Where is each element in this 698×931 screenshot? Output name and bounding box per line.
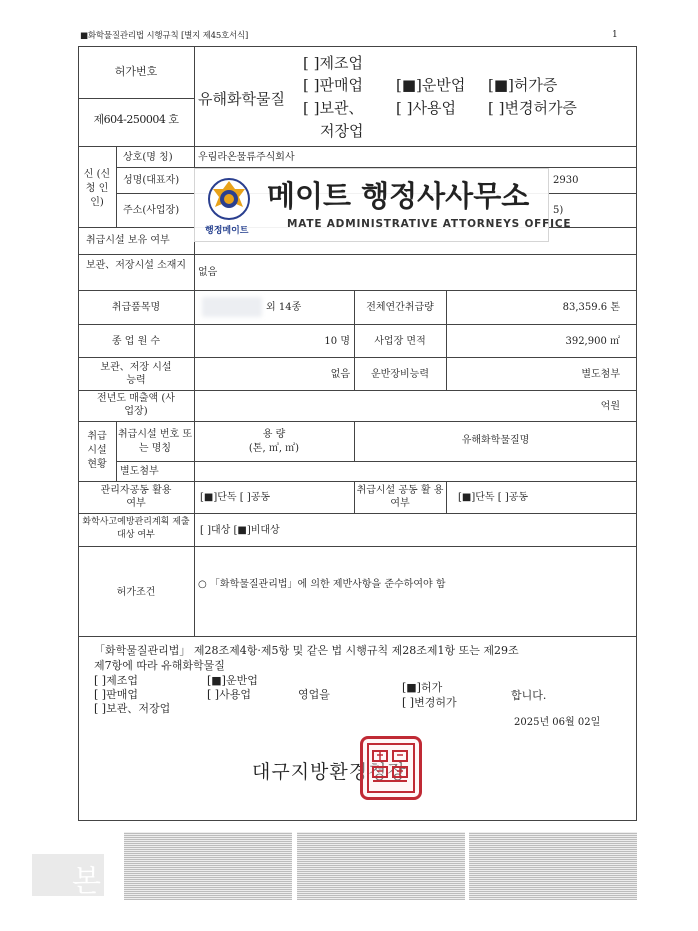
page-number: 1: [612, 30, 618, 40]
government-emblem-icon: [203, 175, 255, 227]
chemical-header: 유해화학물질명: [461, 435, 530, 446]
capacity-value: 없음: [330, 369, 350, 380]
body-change: [ ]변경허가: [402, 696, 457, 709]
body-line-2: 제7항에 따라 유해화학물질: [94, 659, 225, 672]
area-value: 392,900 ㎡: [565, 336, 620, 347]
row-divider: [78, 421, 637, 422]
redacted-strip-3: [469, 832, 637, 900]
representative-label: 성명(대표자): [123, 175, 180, 186]
body-storage: [ ]보관、저장업: [94, 702, 171, 715]
joint-facility-label: 취급시설 공동 활 용 여부: [356, 485, 444, 509]
prevention-plan-value: [ ]대상 [■]비대상: [200, 525, 280, 536]
row-divider: [78, 98, 194, 99]
category-sale: [ ]판매업: [303, 76, 363, 94]
conditions-label: 허가조건: [116, 587, 156, 598]
redacted-item: [202, 297, 262, 317]
staff-value: 10 명: [324, 336, 350, 347]
joint-facility-value: [■]단독 [ ]공동: [458, 492, 529, 503]
office-name: 메이트 행정사사무소: [267, 179, 530, 213]
area-label: 사업장 면적: [374, 336, 426, 347]
items-label: 취급품목명: [111, 302, 161, 313]
body-transport: [■]운반업: [207, 674, 258, 687]
body-business: 영업을: [298, 688, 330, 701]
body-line-1: 「화학물질관리법」 제28조제4항·제5항 및 같은 법 시행규칙 제28조제1항 또는 제29조: [94, 644, 519, 657]
row-divider: [78, 546, 637, 547]
applicant-name-label: 상호(명 칭): [123, 152, 173, 163]
category-permit: [■]허가증: [488, 76, 558, 94]
representative-value: 2930: [553, 175, 579, 186]
capacity-label: 보관、저장 시설능력: [100, 362, 172, 386]
form-header: ■화학물질관리법 시행규칙 [별지 제45호서식]: [80, 31, 249, 41]
issue-date: 2025년 06월 02일: [514, 717, 601, 728]
row-divider: [78, 324, 637, 325]
sales-label: 전년도 매출액 (사업장): [97, 393, 175, 417]
address-label: 주소(사업장): [123, 205, 180, 216]
col-divider: [116, 146, 117, 227]
issuing-authority: 대구지방환경청장: [252, 761, 407, 783]
storage-location-value: 없음: [198, 267, 218, 278]
col-divider: [446, 290, 447, 390]
emblem-caption: 행정메이트: [205, 226, 249, 236]
col-divider: [446, 481, 447, 513]
body-sale: [ ]판매업: [94, 688, 138, 701]
applicant-name: 우림라온물류주식회사: [198, 152, 295, 163]
storage-location-label: 보관、저장시설 소재지: [85, 260, 187, 271]
prevention-plan-label: 화학사고예방관리계획 제출 대상 여부: [82, 517, 190, 540]
body-manufacture: [ ]제조업: [94, 674, 138, 687]
footer-mark: 본: [72, 864, 101, 899]
facility-own-label: 취급시설 보유 여부: [86, 235, 170, 246]
body-end: 합니다.: [511, 689, 547, 702]
applicant-section-label: 신 (신청 인 인): [83, 169, 111, 208]
row-divider: [78, 481, 637, 482]
annual-amount-label: 전체연간취급량: [366, 302, 434, 313]
category-transport: [■]운반업: [396, 76, 466, 94]
address-value: 5): [553, 205, 564, 216]
joint-manager-value: [■]단독 [ ]공동: [200, 492, 271, 503]
row-divider: [78, 146, 637, 147]
permit-label: 허가번호: [114, 65, 158, 78]
transport-value: 별도첨부: [581, 369, 620, 380]
items-value: 외 14종: [266, 302, 302, 313]
row-divider: [78, 513, 637, 514]
attachment-note: 별도첨부: [120, 466, 159, 477]
joint-manager-label: 관리자공동 활용 여부: [100, 485, 172, 509]
annual-amount-value: 83,359.6 톤: [562, 302, 620, 313]
category-manufacture: [ ]제조업: [303, 54, 363, 72]
row-divider: [78, 290, 637, 291]
row-divider: [78, 254, 637, 255]
body-use: [ ]사용업: [207, 688, 251, 701]
facility-number-header: 취급시설 번호 또는 명칭: [118, 429, 192, 454]
seal-pattern: [363, 739, 419, 797]
row-divider: [78, 390, 637, 391]
capacity-unit: (톤, ㎥, ㎡): [248, 443, 300, 454]
transport-label: 운반장비능력: [371, 369, 429, 380]
category-use: [ ]사용업: [396, 99, 456, 117]
category-storage: [ ]보관、: [303, 99, 364, 117]
redacted-strip-2: [297, 832, 465, 900]
redacted-strip-1: [124, 832, 292, 900]
row-divider: [78, 636, 637, 637]
category-storage-cont: 저장업: [320, 122, 364, 140]
document-title: 유해화학물질: [198, 90, 285, 108]
capacity-header: 용 량: [262, 429, 286, 440]
body-permit: [■]허가: [402, 681, 443, 694]
conditions-value: ○ 「화학물질관리법」에 의한 제반사항을 준수하여야 함: [198, 579, 446, 590]
row-divider: [78, 357, 637, 358]
official-seal: [360, 736, 422, 800]
staff-label: 종 업 원 수: [111, 336, 161, 347]
office-name-english: MATE ADMINISTRATIVE ATTORNEYS OFFICE: [287, 218, 572, 230]
col-divider: [194, 46, 195, 636]
category-change: [ ]변경허가증: [488, 99, 577, 117]
status-section-label: 취급 시설 현황: [87, 431, 107, 470]
permit-number: 제604-250004 호: [93, 113, 179, 126]
sales-value: 억원: [600, 401, 620, 412]
